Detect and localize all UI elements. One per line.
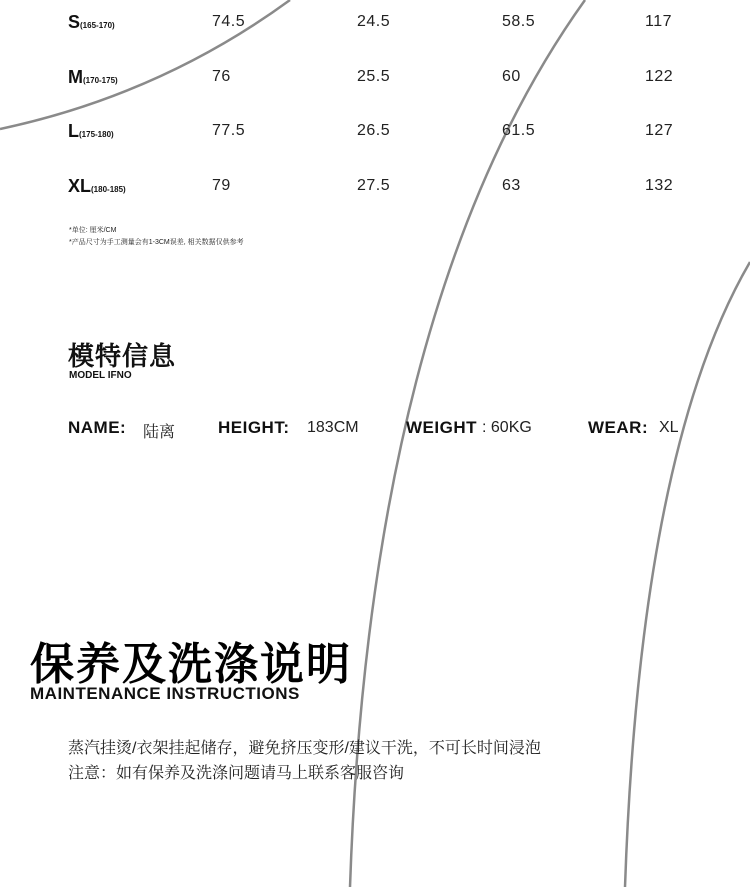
model-info-title: 模特信息 — [68, 341, 177, 371]
size-cell: 127 — [645, 122, 674, 139]
size-letter: M — [68, 67, 83, 87]
size-cell: 63 — [502, 177, 521, 194]
model-info-subtitle: MODEL IFNO — [69, 370, 132, 381]
measurement-note: *产品尺寸为手工测量会有1-3CM误差, 相关数据仅供参考 — [69, 239, 244, 246]
unit-note: *单位: 厘米/CM — [69, 227, 117, 234]
size-label — [68, 121, 114, 142]
size-cell: 24.5 — [357, 13, 391, 30]
size-cell: 27.5 — [357, 177, 391, 194]
size-cell: 74.5 — [212, 13, 246, 30]
size-row-l — [0, 121, 750, 151]
size-cell: 77.5 — [212, 122, 246, 139]
height-value: 183CM — [307, 419, 359, 436]
size-cell: 79 — [212, 177, 231, 194]
size-label — [68, 12, 115, 33]
size-cell: 58.5 — [502, 13, 536, 30]
name-value: 陆离 — [143, 424, 176, 441]
size-label — [68, 67, 118, 88]
size-range: (180-185) — [91, 185, 126, 194]
size-cell: 117 — [645, 13, 673, 30]
wear-value: XL — [659, 419, 679, 436]
maintenance-subtitle: MAINTENANCE INSTRUCTIONS — [30, 684, 300, 703]
size-row-m — [0, 67, 750, 97]
size-cell: 122 — [645, 68, 674, 85]
size-row-s — [0, 12, 750, 42]
maintenance-title: 保养及洗涤说明 — [30, 640, 352, 689]
size-cell: 132 — [645, 177, 674, 194]
size-cell: 61.5 — [502, 122, 536, 139]
curve-right — [625, 262, 750, 887]
size-label — [68, 176, 126, 197]
size-row-xl — [0, 176, 750, 206]
size-letter: XL — [68, 176, 92, 196]
size-cell: 60 — [502, 68, 521, 85]
size-range: (170-175) — [83, 76, 118, 85]
size-cell: 76 — [212, 68, 231, 85]
size-range: (165-170) — [80, 21, 115, 30]
size-cell: 26.5 — [357, 122, 391, 139]
size-letter: L — [68, 121, 79, 141]
care-notice: 注意：如有保养及洗涤问题请马上联系客服咨询 — [68, 765, 405, 782]
weight-value: : 60KG — [482, 419, 532, 436]
size-letter: S — [68, 12, 81, 32]
wear-label: WEAR: — [588, 418, 649, 437]
size-cell: 25.5 — [357, 68, 391, 85]
weight-label: WEIGHT — [406, 418, 477, 437]
care-instruction: 蒸汽挂烫/衣架挂起储存，避免挤压变形/建议干洗，不可长时间浸泡 — [68, 740, 541, 757]
name-label: NAME: — [68, 418, 127, 437]
height-label: HEIGHT: — [218, 418, 290, 437]
size-range: (175-180) — [79, 130, 114, 139]
